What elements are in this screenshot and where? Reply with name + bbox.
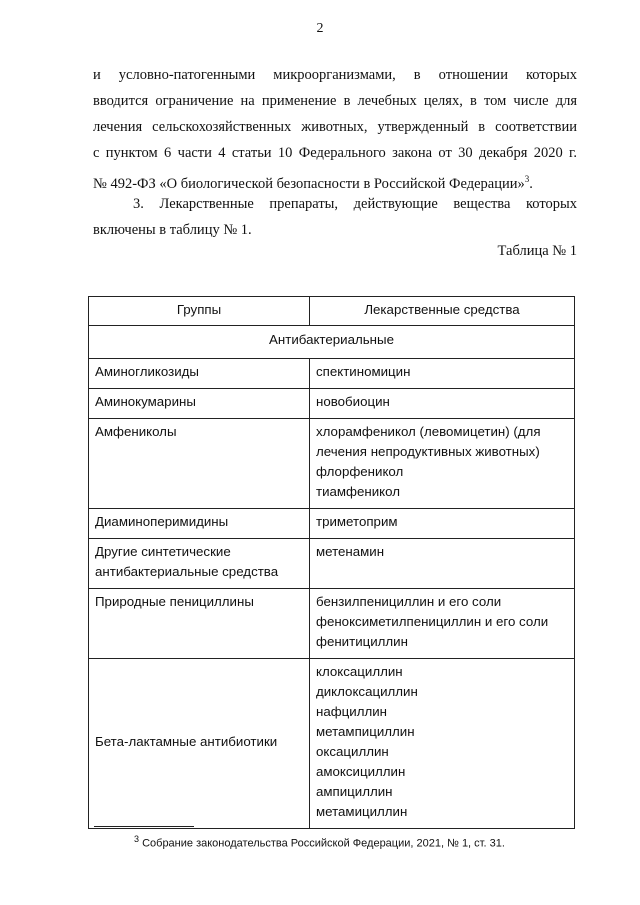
- paragraph-1-line: и условно-патогенными микроорганизмами, в отношении которых: [93, 67, 577, 83]
- drugs-cell: [310, 539, 575, 589]
- drug-name: тиамфеникол: [316, 484, 400, 499]
- drugs-cell: [310, 359, 575, 389]
- table-section-row: [89, 326, 575, 359]
- group-cell: Амфениколы: [89, 419, 310, 509]
- drug-name: феноксиметилпенициллин и его соли: [316, 614, 549, 629]
- paragraph-2-line: 3. Лекарственные препараты, действующие вещества которых: [133, 196, 577, 212]
- paragraph-2: [93, 191, 577, 243]
- footnote-divider: [94, 826, 194, 827]
- table-row: [89, 359, 575, 389]
- drugs-cell: [310, 509, 575, 539]
- group-cell: Природные пенициллины: [89, 589, 310, 659]
- table-row: [89, 389, 575, 419]
- group-cell: Аминогликозиды: [89, 359, 310, 389]
- table-row: [89, 509, 575, 539]
- group-cell: Бета-лактамные антибиотики: [89, 659, 310, 829]
- drug-name: клоксациллин: [316, 664, 403, 679]
- group-cell: Аминокумарины: [89, 389, 310, 419]
- drug-name: фенитициллин: [316, 634, 408, 649]
- drug-name: метампициллин: [316, 724, 415, 739]
- paragraph-1-end: .: [529, 175, 533, 192]
- paragraph-1-last-text: № 492-ФЗ «О биологической безопасности в Российской Федерации»: [93, 175, 525, 192]
- drug-name: спектиномицин: [316, 364, 411, 379]
- drugs-cell: [310, 419, 575, 509]
- drug-name: диклоксациллин: [316, 684, 418, 699]
- drug-name: метамициллин: [316, 804, 408, 819]
- footnote-reference[interactable]: 3: [524, 174, 530, 184]
- drug-name: метенамин: [316, 544, 385, 559]
- column-header-drugs: Лекарственные средства: [310, 297, 575, 326]
- table-row: [89, 419, 575, 509]
- drug-name: новобиоцин: [316, 394, 390, 409]
- drug-name: нафциллин: [316, 704, 388, 719]
- table-header-row: [89, 297, 575, 326]
- paragraph-1-line: лечения сельскохозяйственных животных, утвержденный в соответствии: [93, 119, 577, 135]
- drug-name: бензилпенициллин и его соли: [316, 594, 502, 609]
- column-header-groups: Группы: [89, 297, 310, 326]
- drug-table: [88, 296, 575, 829]
- table-row: [89, 659, 575, 829]
- footnote-text: Собрание законодательства Российской Федерации, 2021, № 1, ст. 31.: [142, 837, 505, 850]
- drugs-cell: [310, 389, 575, 419]
- drug-name: триметоприм: [316, 514, 398, 529]
- drug-name: хлорамфеникол (левомицетин) (для лечения непродуктивных животных): [316, 424, 541, 459]
- footnote: [134, 834, 505, 850]
- group-cell: Диаминоперимидины: [89, 509, 310, 539]
- drugs-cell: [310, 659, 575, 829]
- drug-name: флорфеникол: [316, 464, 404, 479]
- paragraph-1: [93, 62, 577, 197]
- drug-name: ампициллин: [316, 784, 393, 799]
- footnote-marker: 3: [134, 834, 140, 844]
- section-title: Антибактериальные: [89, 326, 575, 359]
- paragraph-1-line: вводится ограничение на применение в лечебных целях, в том числе для: [93, 93, 577, 109]
- table-row: [89, 539, 575, 589]
- drug-name: амоксициллин: [316, 764, 406, 779]
- paragraph-1-line: с пунктом 6 части 4 статьи 10 Федерального закона от 30 декабря 2020 г.: [93, 145, 577, 161]
- drug-name: оксациллин: [316, 744, 389, 759]
- paragraph-2-last-line: включены в таблицу № 1.: [93, 222, 252, 238]
- drugs-cell: [310, 589, 575, 659]
- table-row: [89, 589, 575, 659]
- group-cell: Другие синтетические антибактериальные средства: [89, 539, 310, 589]
- page-number: 2: [316, 21, 324, 36]
- table-caption: Таблица № 1: [497, 243, 577, 259]
